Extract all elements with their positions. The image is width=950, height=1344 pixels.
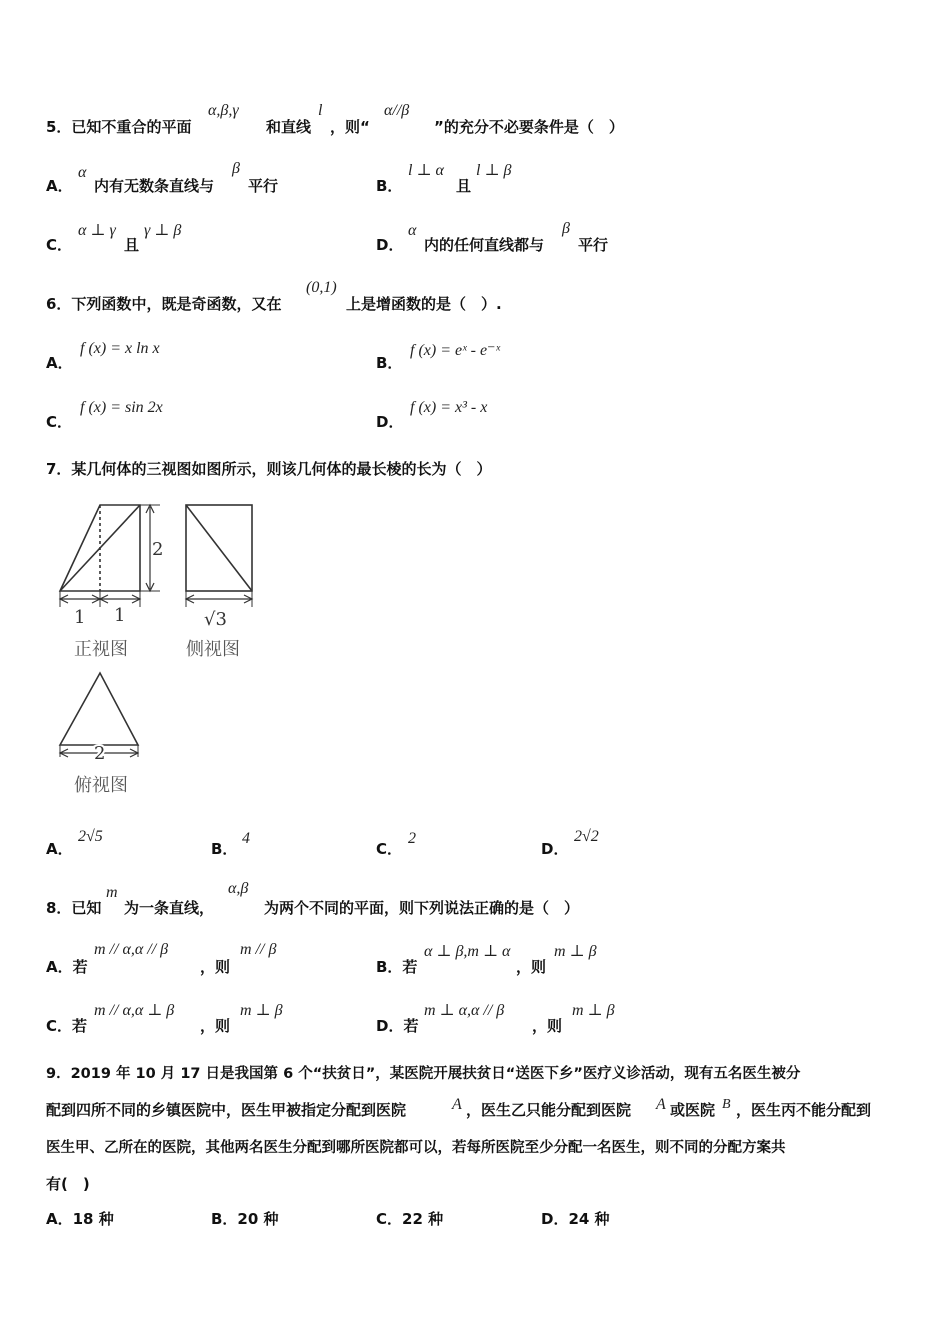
front-right-width-label: 1: [114, 605, 126, 626]
q9-line2-b: ，医生乙只能分配到医院: [466, 1101, 632, 1119]
q8-opt-c-label: C．若: [46, 1017, 88, 1035]
q9-hospital-a-2: A: [656, 1096, 666, 1113]
q7-opt-a-math: 2√5: [78, 828, 103, 845]
q5-opt-c-label: C．: [46, 236, 73, 254]
q8-opt-d-then: ，则: [532, 1017, 563, 1035]
q9-hospital-a: A: [452, 1096, 462, 1113]
q8-opt-d-math1: m ⊥ α,α // β: [424, 1002, 505, 1019]
q9-opt-d: D．24 种: [541, 1210, 610, 1228]
q6-opt-a-label: A．: [46, 354, 73, 372]
q8-m-math: m: [106, 884, 118, 901]
q9-line2-d: ，医生丙不能分配到: [736, 1101, 872, 1119]
q8-opt-c-math1: m // α,α ⊥ β: [94, 1002, 175, 1019]
q8-opt-d-label: D．若: [376, 1017, 419, 1035]
q5-line-math: l: [318, 102, 323, 119]
q6-opt-b-label: B．: [376, 354, 403, 372]
q5-stem-mid1: 和直线: [266, 118, 312, 136]
q5-opt-b-and: 且: [456, 177, 472, 195]
q8-opt-b-then: ，则: [516, 958, 547, 976]
front-left-width-label: 1: [74, 607, 86, 628]
q5-cond-math: α//β: [384, 102, 410, 119]
q5-opt-a-label: A．: [46, 177, 73, 195]
q5-stem-mid2: ，则“: [330, 118, 370, 136]
q9-line4: 有( ): [46, 1175, 90, 1193]
q7-opt-d-label: D．: [541, 840, 569, 858]
q5-opt-a-text: 内有无数条直线与: [94, 177, 215, 195]
q6-opt-c-label: C．: [46, 413, 73, 431]
front-height-label: 2: [152, 539, 164, 560]
q5-opt-c-and: 且: [124, 236, 140, 254]
q6-stem-end: 上是增函数的是（ ）.: [346, 295, 502, 313]
q6-opt-d-label: D．: [376, 413, 404, 431]
q5-planes-math: α,β,γ: [208, 102, 239, 119]
q6-opt-d-math: f (x) = x³ - x: [410, 399, 488, 416]
q5-opt-d-alpha: α: [408, 222, 417, 239]
q8-stem-pre: 8．已知: [46, 899, 102, 917]
q8-opt-b-math2: m ⊥ β: [554, 943, 597, 960]
q5-opt-b-math2: l ⊥ β: [476, 162, 512, 179]
q6-opt-c-math: f (x) = sin 2x: [80, 399, 163, 416]
side-width-label: √3: [204, 609, 227, 630]
q7-opt-b-math: 4: [242, 830, 250, 847]
q8-opt-a-then: ，则: [200, 958, 231, 976]
side-view-diagonal: [186, 505, 252, 591]
q9-opt-c: C．22 种: [376, 1210, 444, 1228]
q5-opt-a-alpha: α: [78, 164, 87, 181]
q5-opt-a-end: 平行: [248, 177, 279, 195]
q7-stem: 7．某几何体的三视图如图所示，则该几何体的最长棱的长为（ ）: [46, 460, 492, 478]
q5-opt-a-beta: β: [232, 160, 240, 177]
q8-planes-math: α,β: [228, 880, 249, 897]
q5-opt-d-label: D．: [376, 236, 404, 254]
q6-stem-pre: 6．下列函数中，既是奇函数，又在: [46, 295, 282, 313]
q9-line1: 9．2019 年 10 月 17 日是我国第 6 个“扶贫日”，某医院开展扶贫日“送医下乡”医疗义诊活动，现有五名医生被分: [46, 1066, 801, 1082]
q7-opt-d-math: 2√2: [574, 828, 599, 845]
q8-stem-end: 为两个不同的平面，则下列说法正确的是（ ）: [264, 899, 580, 917]
q7-opt-b-label: B．: [211, 840, 238, 858]
q5-opt-d-end: 平行: [578, 236, 609, 254]
q6-opt-b-math: f (x) = eˣ - e⁻ˣ: [410, 342, 501, 359]
q8-stem-mid: 为一条直线，: [124, 899, 215, 917]
q7-opt-a-label: A．: [46, 840, 73, 858]
q5-opt-c-math1: α ⊥ γ: [78, 222, 116, 239]
q5-opt-b-math1: l ⊥ α: [408, 162, 444, 179]
q8-opt-b-math1: α ⊥ β,m ⊥ α: [424, 943, 511, 960]
q9-line3: 医生甲、乙所在的医院，其他两名医生分配到哪所医院都可以，若每所医院至少分配一名医生，则不同的分配方案共: [46, 1140, 786, 1156]
q9-opt-a: A．18 种: [46, 1210, 114, 1228]
q8-opt-a-math1: m // α,α // β: [94, 941, 169, 958]
top-view-shape: [60, 673, 138, 745]
q9-hospital-b: B: [722, 1097, 731, 1112]
q8-opt-c-then: ，则: [200, 1017, 231, 1035]
q5-opt-d-beta: β: [562, 220, 570, 237]
q9-opt-b: B．20 种: [211, 1210, 279, 1228]
q8-opt-c-math2: m ⊥ β: [240, 1002, 283, 1019]
q5-stem-end: ”的充分不必要条件是（ ）: [434, 118, 624, 136]
front-view-caption: 正视图: [74, 639, 128, 660]
three-view-figure: [50, 495, 330, 805]
q8-opt-d-math2: m ⊥ β: [572, 1002, 615, 1019]
top-width-label: 2: [94, 743, 106, 764]
q5-stem-pre: 5．已知不重合的平面: [46, 118, 192, 136]
q9-line2-c: 或医院: [670, 1101, 716, 1119]
q5-opt-c-math2: γ ⊥ β: [144, 222, 182, 239]
q6-interval-math: (0,1): [306, 279, 337, 296]
side-view-caption: 侧视图: [186, 639, 240, 660]
q6-opt-a-math: f (x) = x ln x: [80, 340, 160, 357]
q5-opt-b-label: B．: [376, 177, 403, 195]
q7-opt-c-label: C．: [376, 840, 403, 858]
top-view-caption: 俯视图: [74, 775, 128, 796]
q8-opt-a-label: A．若: [46, 958, 88, 976]
q9-line2-a: 配到四所不同的乡镇医院中，医生甲被指定分配到医院: [46, 1101, 407, 1119]
q8-opt-b-label: B．若: [376, 958, 418, 976]
q5-opt-d-text: 内的任何直线都与: [424, 236, 545, 254]
q7-opt-c-math: 2: [408, 830, 416, 847]
q8-opt-a-math2: m // β: [240, 941, 277, 958]
